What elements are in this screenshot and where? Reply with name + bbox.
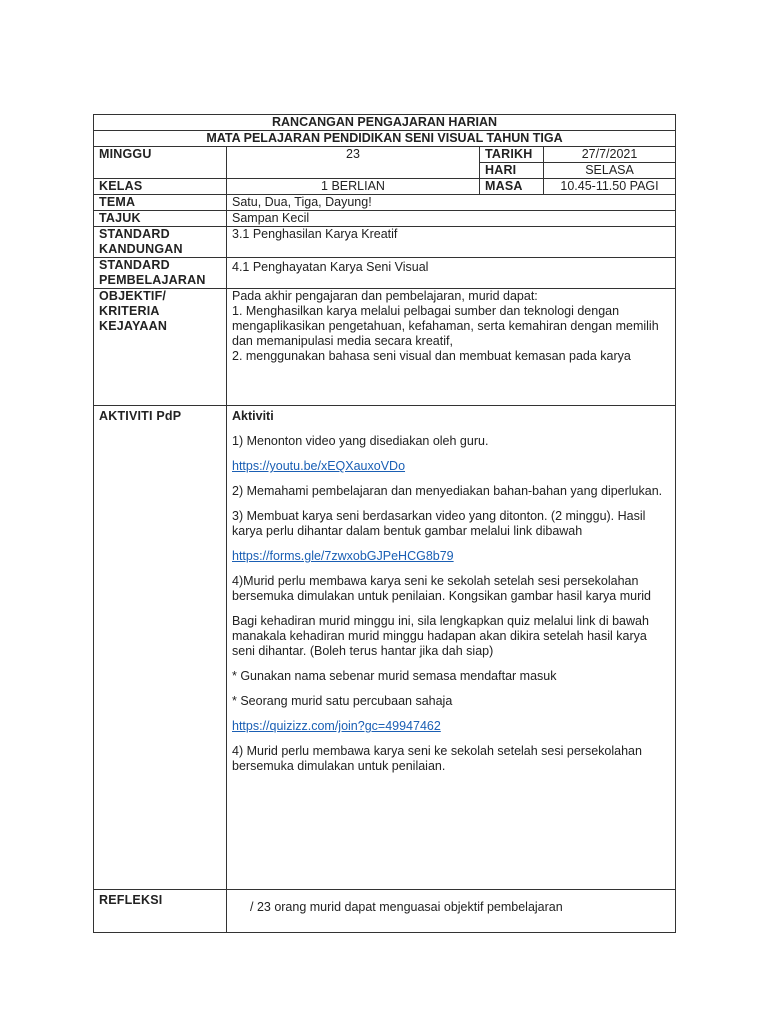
- objektif-item-2: 2. menggunakan bahasa seni visual dan membuat kemasan pada karya: [232, 349, 631, 363]
- hari-value: SELASA: [544, 163, 676, 179]
- google-forms-link[interactable]: https://forms.gle/7zwxobGJPeHCG8b79: [232, 549, 454, 563]
- refleksi-label: REFLEKSI: [94, 890, 227, 933]
- tarikh-value: 27/7/2021: [544, 147, 676, 163]
- aktiviti-step-4b: 4) Murid perlu membawa karya seni ke sekolah setelah sesi persekolahan bersemuka dimulakan untuk penilaian.: [232, 744, 642, 773]
- objektif-label-line-2: KRITERIA: [99, 304, 160, 318]
- sk-label-line-1: STANDARD: [99, 227, 170, 241]
- aktiviti-label: AKTIVITI PdP: [94, 406, 227, 890]
- tajuk-value: Sampan Kecil: [227, 211, 676, 227]
- tema-value: Satu, Dua, Tiga, Dayung!: [227, 195, 676, 211]
- refleksi-text: / 23 orang murid dapat menguasai objektif pembelajaran: [250, 900, 563, 914]
- minggu-label: MINGGU: [94, 147, 227, 179]
- objektif-label-line-1: OBJEKTIF/: [99, 289, 167, 303]
- aktiviti-note-1: * Gunakan nama sebenar murid semasa mendaftar masuk: [232, 669, 557, 683]
- quizizz-link[interactable]: https://quizizz.com/join?gc=49947462: [232, 719, 441, 733]
- standard-pembelajaran-label: [94, 258, 227, 289]
- objektif-content: [227, 289, 676, 406]
- standard-kandungan-value: 3.1 Penghasilan Karya Kreatif: [227, 227, 676, 258]
- youtube-link[interactable]: https://youtu.be/xEQXauxoVDo: [232, 459, 406, 473]
- objektif-label-line-3: KEJAYAAN: [99, 319, 168, 333]
- rph-table: [93, 114, 676, 933]
- objektif-item-1: 1. Menghasilkan karya melalui pelbagai sumber dan teknologi dengan mengaplikasikan pengetahuan, kefahaman, serta kemahiran dengan memilih dan memanipulasi media secara kreatif,: [232, 304, 659, 348]
- kelas-label: KELAS: [94, 179, 227, 195]
- objektif-label: [94, 289, 227, 406]
- tema-label: TEMA: [94, 195, 227, 211]
- sk-label-line-2: KANDUNGAN: [99, 242, 183, 256]
- standard-kandungan-label: [94, 227, 227, 258]
- sp-label-line-1: STANDARD: [99, 258, 170, 272]
- objektif-intro: Pada akhir pengajaran dan pembelajaran, murid dapat:: [232, 289, 538, 303]
- hari-label: HARI: [480, 163, 544, 179]
- aktiviti-heading: Aktiviti: [232, 409, 274, 423]
- masa-label: MASA: [480, 179, 544, 195]
- refleksi-content: [227, 890, 676, 933]
- aktiviti-step-2: 2) Memahami pembelajaran dan menyediakan bahan-bahan yang diperlukan.: [232, 484, 663, 498]
- standard-pembelajaran-value: 4.1 Penghayatan Karya Seni Visual: [227, 258, 676, 289]
- aktiviti-note-2: * Seorang murid satu percubaan sahaja: [232, 694, 453, 708]
- document-subtitle: MATA PELAJARAN PENDIDIKAN SENI VISUAL TAHUN TIGA: [94, 131, 676, 147]
- aktiviti-content: [227, 406, 676, 890]
- document-title: RANCANGAN PENGAJARAN HARIAN: [94, 115, 676, 131]
- tajuk-label: TAJUK: [94, 211, 227, 227]
- minggu-value: 23: [227, 147, 480, 179]
- sp-label-line-2: PEMBELAJARAN: [99, 273, 206, 287]
- aktiviti-step-3: 3) Membuat karya seni berdasarkan video yang ditonton. (2 minggu). Hasil karya perlu dihantar dalam bentuk gambar melalui link dibawah: [232, 509, 646, 538]
- kelas-value: 1 BERLIAN: [227, 179, 480, 195]
- aktiviti-step-4a: 4)Murid perlu membawa karya seni ke sekolah setelah sesi persekolahan bersemuka dimulakan untuk penilaian. Kongsikan gambar hasil karya murid: [232, 574, 651, 603]
- aktiviti-step-1: 1) Menonton video yang disediakan oleh guru.: [232, 434, 489, 448]
- tarikh-label: TARIKH: [480, 147, 544, 163]
- aktiviti-kehadiran: Bagi kehadiran murid minggu ini, sila lengkapkan quiz melalui link di bawah manakala kehadiran murid minggu hadapan akan dikira setelah hasil karya seni dihantar. (Boleh terus hantar jika dah siap): [232, 614, 649, 658]
- masa-value: 10.45-11.50 PAGI: [544, 179, 676, 195]
